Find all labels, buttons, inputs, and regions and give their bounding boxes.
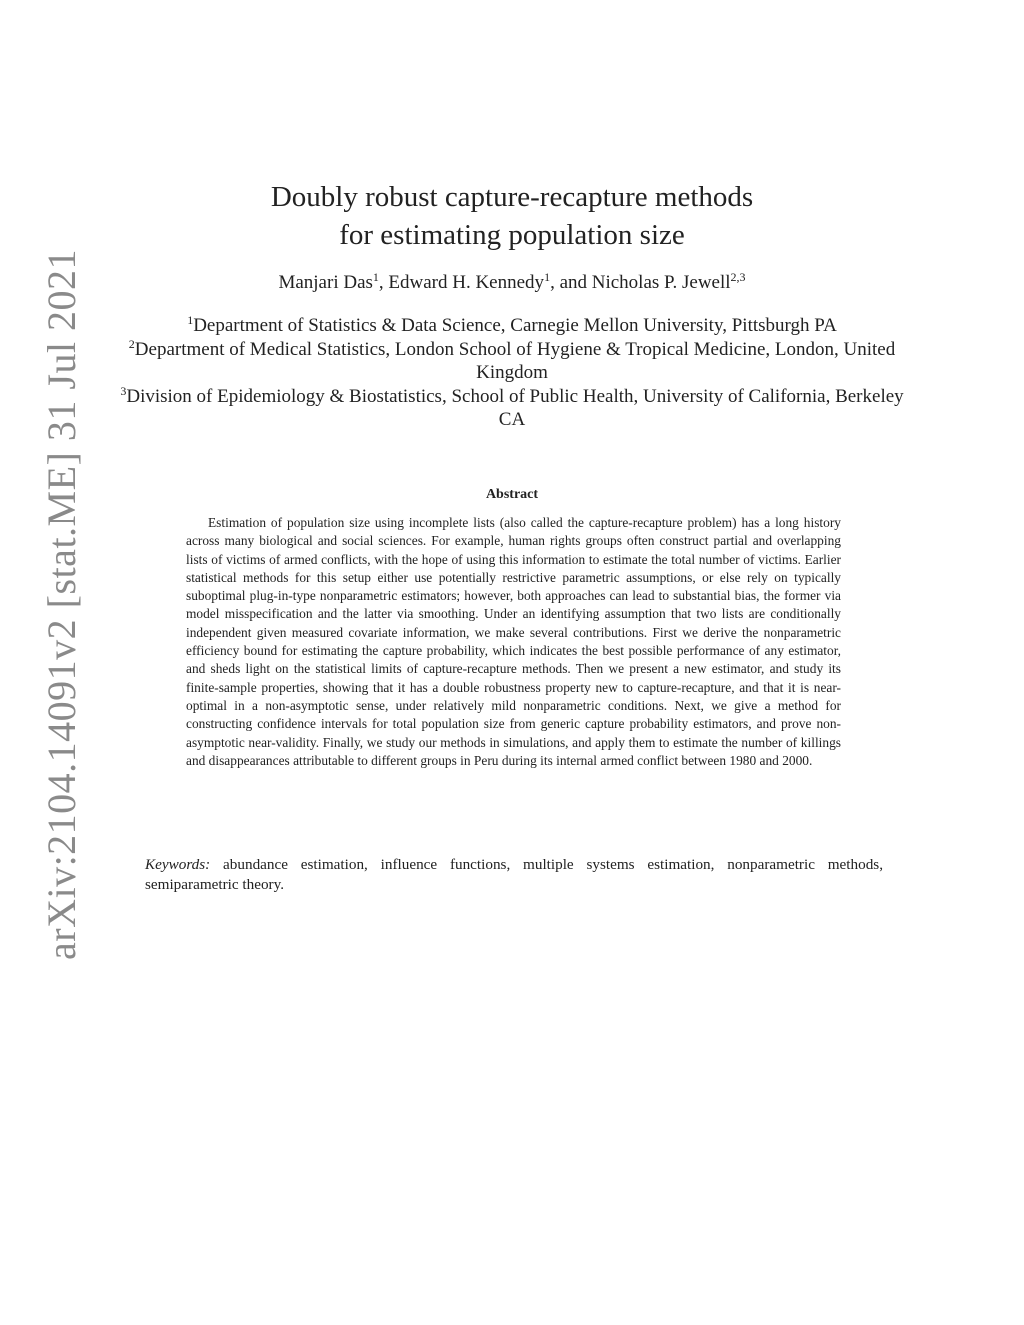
- affiliation: [120, 314, 904, 338]
- author-affiliation-mark: 1: [544, 270, 551, 284]
- affiliation-text: Department of Medical Statistics, London School of Hygiene & Tropical Medicine, London, United Kingdom: [134, 338, 896, 383]
- author-separator: ,: [378, 272, 389, 293]
- affiliation-list: [120, 314, 904, 432]
- keywords: [145, 855, 883, 895]
- affiliation-mark: 2: [128, 336, 135, 351]
- author-name: Nicholas P. Jewell: [591, 272, 731, 293]
- affiliation: [120, 338, 904, 385]
- abstract-body: Estimation of population size using incomplete lists (also called the capture-recapture problem) has a long history across many biological and social sciences. For example, human rights groups often construct partial and overlapping lists of victims of armed conflicts, with the hope of using this information to estimate the total number of victims. Earlier statistical methods for this setup either use potentially restrictive parametric assumptions, or else rely on typically suboptimal plug-in-type nonparametric estimators; however, both approaches can lead to substantial bias, the former via model misspecification and the latter via smoothing. Under an identifying assumption that two lists are conditionally independent given measured covariate information, we make several contributions. First we derive the nonparametric efficiency bound for estimating the capture probability, which indicates the best possible performance of any estimator, and sheds light on the statistical limits of capture-recapture methods. Then we present a new estimator, and study its finite-sample properties, showing that it has a double robustness property new to capture-recapture, and that it is near-optimal in a non-asymptotic sense, under relatively mild nonparametric conditions. Next, we give a method for constructing confidence intervals for total population size from generic capture probability estimators, and prove non-asymptotic near-validity. Finally, we study our methods in simulations, and apply them to estimate the number of killings and disappearances attributable to different groups in Peru during its internal armed conflict between 1980 and 2000.: [186, 515, 841, 768]
- author-name: Edward H. Kennedy: [388, 272, 545, 293]
- affiliation-text: Division of Epidemiology & Biostatistics, School of Public Health, University of California, Berkeley CA: [126, 385, 904, 430]
- abstract-heading: Abstract: [485, 487, 539, 502]
- affiliation: [120, 385, 904, 432]
- keywords-text: abundance estimation, influence functions, multiple systems estimation, nonparametric methods, semiparametric theory.: [145, 856, 883, 893]
- paper-title: [0, 178, 1024, 254]
- author-name: Manjari Das: [278, 272, 373, 293]
- title-line-1: Doubly robust capture-recapture methods: [270, 181, 754, 213]
- arxiv-identifier: arXiv:2104.14091v2 [stat.ME] 31 Jul 2021: [39, 248, 84, 960]
- keywords-label: Keywords:: [145, 856, 211, 873]
- author-affiliation-mark: 1: [372, 270, 379, 284]
- title-line-2: for estimating population size: [339, 219, 685, 251]
- author-list: [0, 272, 1024, 294]
- author-separator: , and: [550, 272, 592, 293]
- author-affiliation-mark: 2,3: [730, 270, 746, 284]
- affiliation-text: Department of Statistics & Data Science, Carnegie Mellon University, Pittsburgh PA: [193, 315, 837, 336]
- affiliation-mark: 1: [187, 313, 194, 327]
- affiliation-mark: 3: [120, 383, 127, 398]
